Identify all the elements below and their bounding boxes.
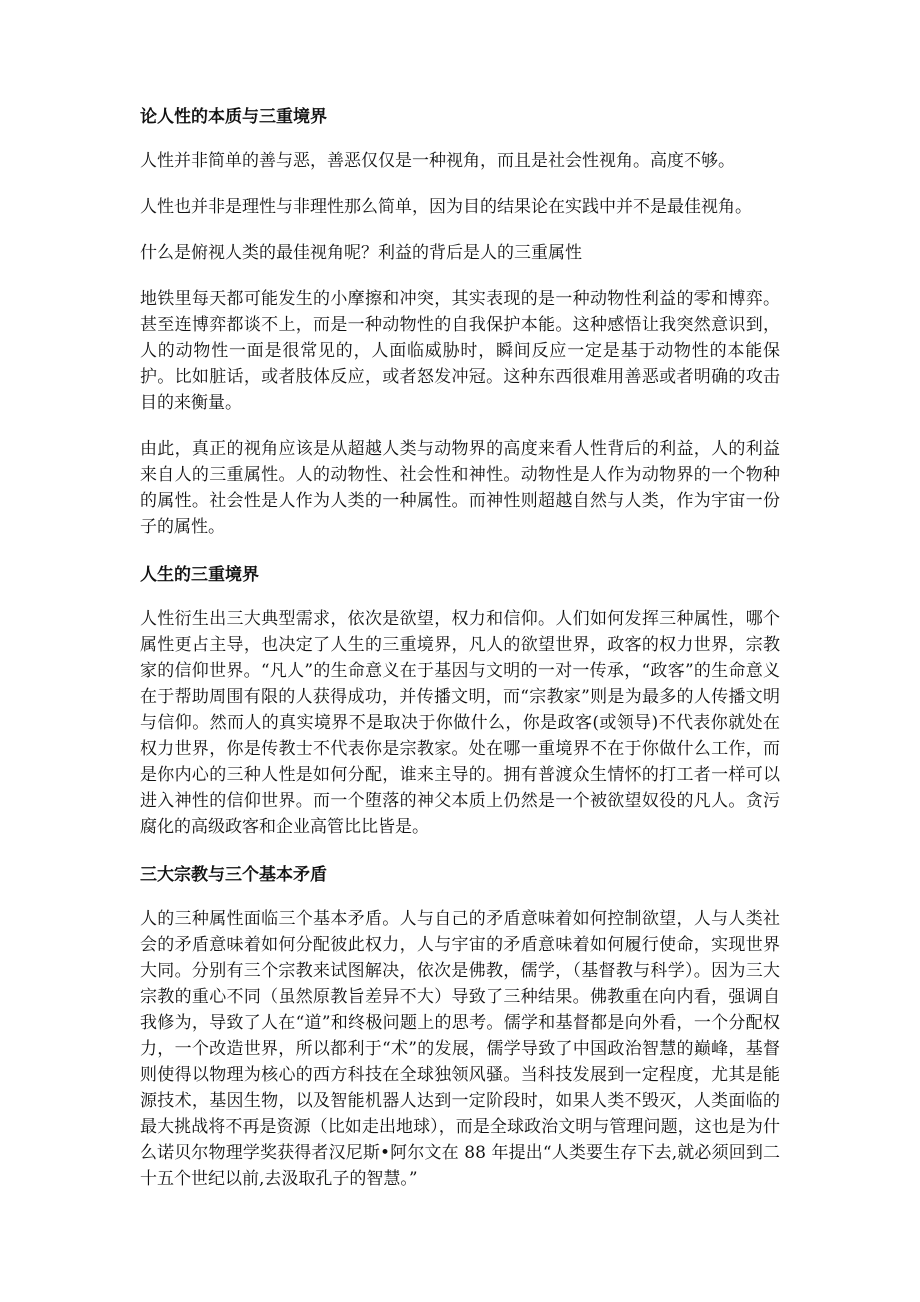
- intro-paragraph-1: 人性并非简单的善与恶，善恶仅仅是一种视角，而且是社会性视角。高度不够。: [140, 151, 735, 171]
- section-paragraph-three-realms: 人性衍生出三大典型需求，依次是欲望，权力和信仰。人们如何发挥三种属性，哪个属性更占主导，也决定了人生的三重境界，凡人的欲望世界，政客的权力世界，宗教家的信仰世界。“凡人”的生命意义在于基因与文明的一对一传承，“政客”的生命意义在于帮助周围有限的人获得成功，并传播文明，而“宗教家”则是为最多的人传播文明与信仰。然而人的真实境界不是取决于你做什么，你是政客(或领导)不代表你就处在权力世界，你是传教士不代表你是宗教家。处在哪一重境界不在于你做什么工作，而是你内心的三种人性是如何分配，谁来主导的。拥有普渡众生情怀的打工者一样可以进入神性的信仰世界。而一个堕落的神父本质上仍然是一个被欲望奴役的凡人。贪污腐化的高级政客和企业高管比比皆是。: [140, 609, 780, 837]
- intro-paragraph-4: 地铁里每天都可能发生的小摩擦和冲突，其实表现的是一种动物性利益的零和博弈。甚至连博弈都谈不上，而是一种动物性的自我保护本能。这种感悟让我突然意识到，人的动物性一面是很常见的，人面临威胁时，瞬间反应一定是基于动物性的本能保护。比如脏话，或者肢体反应，或者怒发冲冠。这种东西很难用善恶或者明确的攻击目的来衡量。: [140, 289, 780, 413]
- intro-paragraph-5: 由此，真正的视角应该是从超越人类与动物界的高度来看人性背后的利益，人的利益来自人的三重属性。人的动物性、社会性和神性。动物性是人作为动物界的一个物种的属性。社会性是人作为人类的一种属性。而神性则超越自然与人类，作为宇宙一份子的属性。: [140, 439, 780, 537]
- section-heading-three-realms: 人生的三重境界: [140, 565, 259, 585]
- intro-paragraph-3: 什么是俯视人类的最佳视角呢？利益的背后是人的三重属性: [140, 243, 582, 263]
- intro-paragraph-2: 人性也并非是理性与非理性那么简单，因为目的结果论在实践中并不是最佳视角。: [140, 197, 752, 217]
- document-title: 论人性的本质与三重境界: [140, 107, 327, 127]
- section-heading-three-religions: 三大宗教与三个基本矛盾: [140, 865, 327, 885]
- section-paragraph-three-religions: 人的三种属性面临三个基本矛盾。人与自己的矛盾意味着如何控制欲望，人与人类社会的矛盾意味着如何分配彼此权力，人与宇宙的矛盾意味着如何履行使命，实现世界大同。分别有三个宗教来试图解决，依次是佛教，儒学，（基督教与科学）。因为三大宗教的重心不同（虽然原教旨差异不大）导致了三种结果。佛教重在向内看，强调自我修为，导致了人在“道”和终极问题上的思考。儒学和基督都是向外看，一个分配权力，一个改造世界，所以都利于“术”的发展，儒学导致了中国政治智慧的巅峰，基督则使得以物理为核心的西方科技在全球独领风骚。当科技发展到一定程度，尤其是能源技术，基因生物，以及智能机器人达到一定阶段时，如果人类不毁灭，人类面临的最大挑战将不再是资源（比如走出地球），而是全球政治文明与管理问题，这也是为什么诺贝尔物理学奖获得者汉尼斯•阿尔文在 88 年提出“人类要生存下去,就必须回到二十五个世纪以前,去汲取孔子的智慧。”: [140, 909, 780, 1189]
- document-page: [140, 104, 780, 1208]
